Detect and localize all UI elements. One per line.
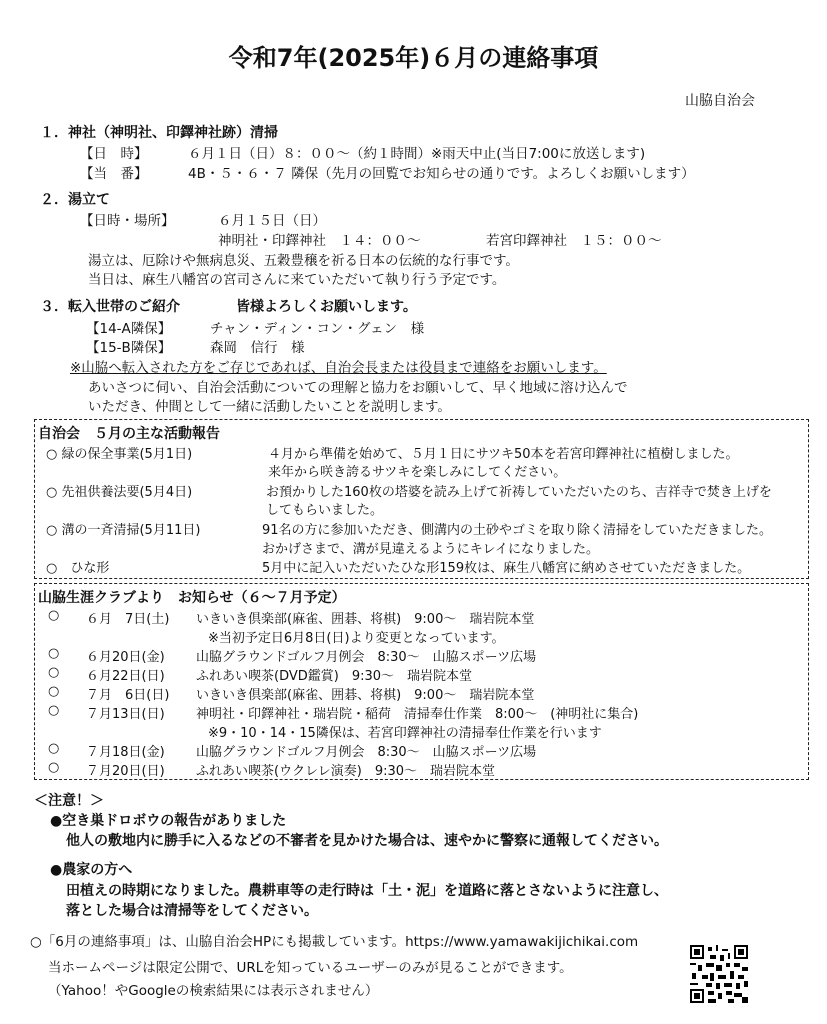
caution-b-text1: 田植えの時期になりました。農耕車等の走行時は「土・泥」を道路に落とさないように注意し、 — [66, 883, 668, 899]
section2-when-label: 【日時・場所】 — [80, 213, 175, 229]
activity-text: ４月から準備を始めて、５月１日にサツキ50本を若宮印鐸神社に植樹しました。 — [268, 447, 739, 462]
section1-duty-label: 【当 番】 — [80, 166, 148, 182]
event-note: ※当初予定日6月8日(日)より変更となっています。 — [208, 631, 505, 646]
event-note: ※9・10・14・15隣保は、若宮印鐸神社の清掃奉仕作業を行います — [208, 726, 602, 741]
caution-b-text2: 落とした場合は清掃等をしてください。 — [66, 903, 318, 919]
event-date: ７月20日(日) — [86, 764, 165, 779]
section2-place1: 神明社・印鐸神社 １４：００～ — [218, 233, 421, 249]
page-title: 令和7年(2025年)６月の連絡事項 — [228, 44, 599, 72]
caution-b-heading: ●農家の方へ — [50, 862, 133, 878]
caution-a-heading: ●空き巣ドロボウの報告がありました — [50, 813, 287, 829]
event-date: ７月13日(日) — [86, 707, 165, 722]
event-date: ６月20日(金) — [86, 650, 165, 665]
activities-title: 自治会 ５月の主な活動報告 — [38, 426, 220, 442]
activity-label: ○ 溝の一斉清掃(5月11日) — [46, 523, 201, 538]
event-text: 山脇グラウンドゴルフ月例会 8:30～ 山脇スポーツ広場 — [196, 745, 537, 760]
event-mark: ○ — [48, 741, 60, 756]
event-mark: ○ — [48, 646, 60, 661]
activity-text: おかげさまで、溝が見違えるようにキレイになりました。 — [262, 542, 599, 557]
event-text: 山脇グラウンドゴルフ月例会 8:30～ 山脇スポーツ広場 — [196, 650, 537, 665]
event-text: 神明社・印鐸神社・瑞岩院・稲荷 清掃奉仕作業 8:00～ (神明社に集合) — [196, 707, 639, 722]
footer-line3: （Yahoo！やGoogleの検索結果には表示されません） — [48, 983, 379, 999]
event-mark: ○ — [48, 684, 60, 699]
activity-text: お預かりした160枚の塔婆を読み上げて祈祷していただいたのち、吉祥寺で焚き上げを — [266, 485, 772, 500]
event-mark: ○ — [48, 608, 60, 623]
section3-subheading: 皆様よろしくお願いします。 — [236, 299, 417, 315]
resident1-label: 【14-A隣保】 — [86, 321, 172, 337]
section3-text1: あいさつに伺い、自治会活動についての理解と協力をお願いして、早く地域に溶け込んで — [88, 380, 628, 396]
qr-code-icon[interactable] — [690, 945, 748, 1003]
resident2-label: 【15-B隣保】 — [86, 340, 172, 356]
activity-text: 91名の方に参加いただき、側溝内の土砂やゴミを取り除く清掃をしていただきました。 — [262, 523, 773, 538]
event-date: ７月 6日(日) — [86, 688, 170, 703]
event-text: ふれあい喫茶(ウクレレ演奏) 9:30～ 瑞岩院本堂 — [196, 764, 496, 779]
activity-text: してもらいました。 — [266, 503, 384, 518]
caution-title: ＜注意！＞ — [34, 793, 104, 809]
event-date: ６月 7日(土) — [86, 612, 170, 627]
section1-date-value: ６月１日（日）８：００～（約１時間）※雨天中止(当日7:00に放送します) — [188, 146, 646, 162]
section3-heading: ３．転入世帯のご紹介 — [40, 299, 180, 315]
organization-name: 山脇自治会 — [685, 93, 755, 109]
event-text: いきいき倶楽部(麻雀、囲碁、将棋) 9:00～ 瑞岩院本堂 — [196, 688, 535, 703]
event-mark: ○ — [48, 760, 60, 775]
activity-text: 来年から咲き誇るサツキを楽しみにしてください。 — [268, 465, 567, 480]
activity-label: ○ 先祖供養法要(5月4日) — [46, 485, 193, 500]
caution-a-text: 他人の敷地内に勝手に入るなどの不審者を見かけた場合は、速やかに警察に通報してください。 — [66, 833, 668, 849]
event-date: ７月18日(金) — [86, 745, 165, 760]
section2-heading: ２．湯立て — [40, 192, 110, 208]
activity-text: 5月中に記入いただいたひな形159枚は、麻生八幡宮に納めさせていただきました。 — [262, 561, 751, 576]
event-text: ふれあい喫茶(DVD鑑賞) 9:30～ 瑞岩院本堂 — [196, 669, 473, 684]
event-text: いきいき倶楽部(麻雀、囲碁、将棋) 9:00～ 瑞岩院本堂 — [196, 612, 535, 627]
section1-heading: １．神社（神明社、印鐸神社跡）清掃 — [40, 125, 278, 141]
event-mark: ○ — [48, 665, 60, 680]
event-mark: ○ — [48, 703, 60, 718]
section3-text2: いただき、仲間として一緒に活動したいことを説明します。 — [88, 399, 451, 415]
section1-duty-value: 4B・５・６・７ 隣保（先月の回覧でお知らせの通りです。よろしくお願いします） — [188, 166, 695, 182]
section2-desc1: 湯立は、厄除けや無病息災、五穀豊穣を祈る日本の伝統的な行事です。 — [88, 253, 519, 269]
event-date: ６月22日(日) — [86, 669, 165, 684]
section2-desc2: 当日は、麻生八幡宮の宮司さんに来ていただいて執り行う予定です。 — [88, 272, 506, 288]
section2-when-value: ６月１５日（日） — [218, 213, 326, 229]
footer-line2: 当ホームページは限定公開で、URLを知っているユーザーのみが見ることができます。 — [48, 960, 573, 976]
club-title: 山脇生涯クラブより お知らせ（６～７月予定） — [38, 590, 346, 606]
footer-line1: ○「6月の連絡事項」は、山脇自治会HPにも掲載しています。https://www.yamawakijichikai.com — [30, 934, 639, 950]
resident1-name: チャン・ディン・コン・グェン 様 — [210, 321, 425, 337]
section1-date-label: 【日 時】 — [80, 146, 148, 162]
section3-note: ※山脇へ転入された方をご存じであれば、自治会長または役員まで連絡をお願いします。 — [70, 360, 607, 376]
resident2-name: 森岡 信行 様 — [210, 340, 305, 356]
section2-place2: 若宮印鐸神社 １５：００～ — [486, 233, 662, 249]
activity-label: ○ 緑の保全事業(5月1日) — [46, 447, 193, 462]
activity-label: ○ ひな形 — [46, 561, 110, 576]
